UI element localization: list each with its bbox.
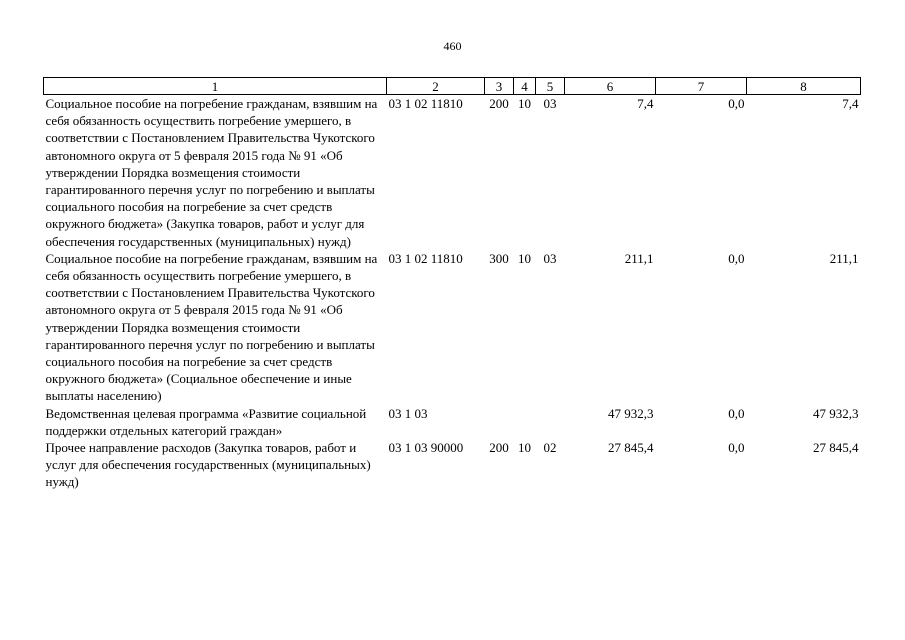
row-col-8: 7,4 [842, 96, 859, 111]
row-col-6: 27 845,4 [608, 440, 654, 456]
row-col-6: 7,4 [637, 96, 654, 111]
row-col-3: 200 [489, 96, 509, 111]
row-col-5: 03 [543, 250, 557, 266]
column-header-4: 4 [514, 78, 536, 95]
row-name: Социальное пособие на погребение гражданам, взявшим на себя обязанность осуществить погребение умершего, в соответствии с Постановлением Правительства Чукотского автономного округа от 5 февраля 2015 года № 91 «Об утверждении Порядка возмещения стоимости гарантированного перечня услуг по погребению и выплаты социального пособия на погребение за счет средств окружного бюджета» (Закупка товаров, работ и услуг для обеспечения государственных (муниципальных) нужд) [45, 96, 378, 249]
row-col-7: 0,0 [728, 405, 745, 421]
column-header-1: 1 [44, 78, 387, 95]
row-code: 03 1 03 90000 [388, 440, 464, 456]
row-col-6: 211,1 [624, 250, 654, 266]
row-col-8: 211,1 [829, 250, 859, 266]
table-row [44, 439, 861, 491]
row-col-4: 10 [518, 440, 531, 456]
row-col-5: 02 [543, 440, 557, 456]
row-col-7: 0,0 [728, 250, 745, 266]
page-number: 460 [443, 39, 462, 53]
column-header-6: 6 [565, 78, 656, 95]
row-col-4: 10 [518, 250, 531, 266]
row-name: Социальное пособие на погребение гражданам, взявшим на себя обязанность осуществить погребение умершего, в соответствии с Постановлением Правительства Чукотского автономного округа от 5 февраля 2015 года № 91 «Об утверждении Порядка возмещения стоимости гарантированного перечня услуг по погребению и выплаты социального пособия на погребение за счет средств окружного бюджета» (Социальное обеспечение и иные выплаты населению) [45, 250, 378, 404]
row-code: 03 1 02 11810 [388, 96, 463, 111]
column-header-3: 3 [485, 78, 514, 95]
row-col-6: 47 932,3 [608, 405, 654, 421]
table-row [44, 250, 861, 405]
row-code: 03 1 03 [388, 405, 428, 421]
row-col-8: 47 932,3 [813, 405, 859, 421]
row-col-3: 200 [489, 440, 509, 456]
table-row [44, 405, 861, 439]
column-header-2: 2 [387, 78, 485, 95]
row-col-3 [485, 405, 514, 439]
row-col-4 [514, 405, 536, 439]
column-header-5: 5 [536, 78, 565, 95]
table-row [44, 95, 861, 250]
budget-table [43, 77, 861, 491]
row-code: 03 1 02 11810 [388, 250, 463, 266]
column-header-8: 8 [747, 78, 861, 95]
row-col-3: 300 [489, 250, 509, 266]
row-col-7: 0,0 [728, 96, 745, 111]
row-col-7: 0,0 [728, 440, 745, 456]
row-col-8: 27 845,4 [813, 440, 859, 456]
row-col-5 [536, 405, 565, 439]
row-col-4: 10 [518, 96, 531, 111]
row-name: Прочее направление расходов (Закупка товаров, работ и услуг для обеспечения государственных (муниципальных) нужд) [45, 440, 371, 490]
row-col-5: 03 [543, 96, 557, 111]
row-name: Ведомственная целевая программа «Развитие социальной поддержки отдельных категорий граждан» [45, 405, 367, 438]
column-header-7: 7 [656, 78, 747, 95]
header-row [44, 78, 861, 95]
